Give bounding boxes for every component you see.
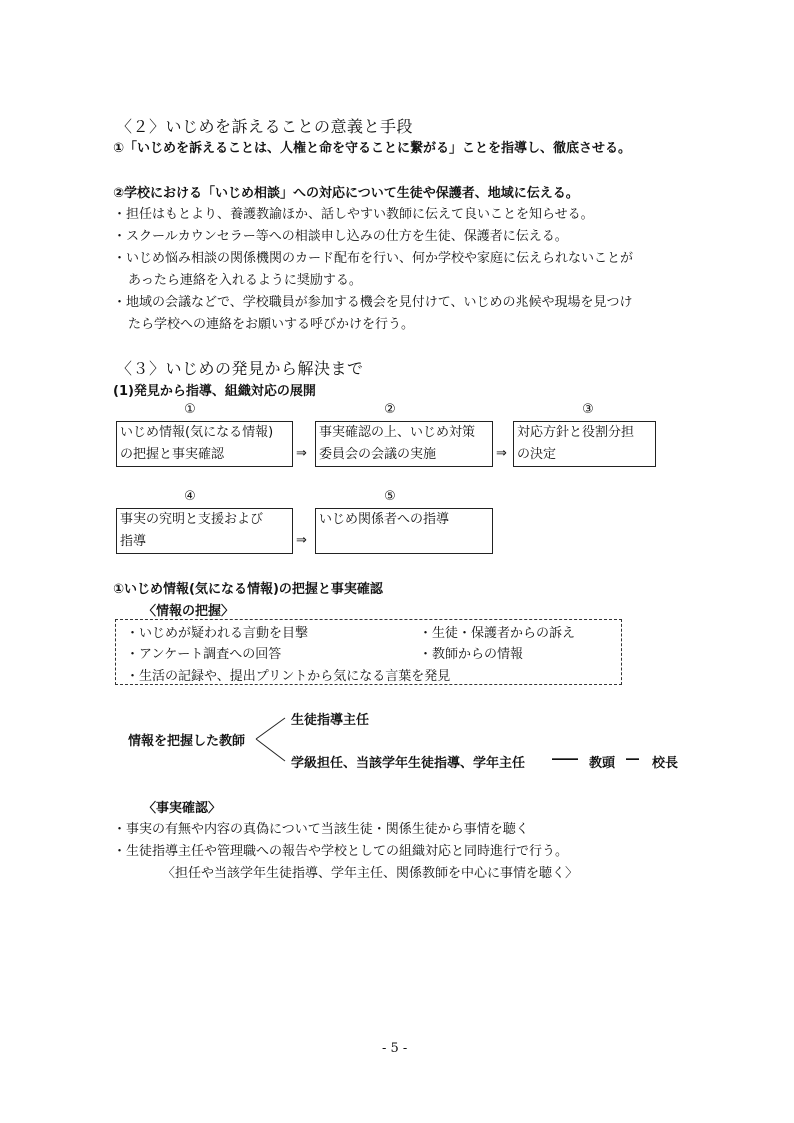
report-source: 情報を把握した教師 <box>128 734 246 749</box>
flow-box-5-line1: いじめ関係者への指導 <box>319 512 450 527</box>
flow-box-3-line1: 対応方針と役割分担 <box>517 425 635 440</box>
flow-box-2-line1: 事実確認の上、いじめ対策 <box>319 425 476 440</box>
section2-item2: ②学校における「いじめ相談」への対応について生徒や保護者、地域に伝える。 <box>113 186 579 201</box>
fact-item-1: ・事実の有無や内容の真偽について当該生徒・関係生徒から事情を聴く <box>113 822 529 837</box>
report-lower: 学級担任、当該学年生徒指導、学年主任 <box>291 756 526 771</box>
bullet-4: ・地域の会議などで、学校職員が参加する機会を見付けて、いじめの兆候や現場を見つけ <box>113 295 633 310</box>
flow-num-4: ④ <box>184 489 196 504</box>
bullet-4-cont: たら学校への連絡をお願いする呼びかけを行う。 <box>128 317 415 332</box>
report-upper: 生徒指導主任 <box>291 713 370 728</box>
flow-box-4 <box>116 508 293 554</box>
flow-num-2: ② <box>384 402 396 417</box>
flow-num-3: ③ <box>582 402 594 417</box>
flow-num-5: ⑤ <box>384 489 396 504</box>
report-dash-1: ―― <box>552 752 578 767</box>
flow-arrow-1: ⇒ <box>296 446 307 461</box>
bullet-3: ・いじめ悩み相談の関係機関のカード配布を行い、何か学校や家庭に伝えられないことが <box>113 251 634 266</box>
flow-box-5 <box>315 508 493 554</box>
flow-arrow-3: ⇒ <box>296 533 307 548</box>
flow-box-2 <box>315 421 493 467</box>
flow-box-3 <box>513 421 656 467</box>
fact-item-2: ・生徒指導主任や管理職への報告や学校としての組織対応と同時進行で行う。 <box>113 844 569 859</box>
flow-box-3-line2: の決定 <box>517 447 557 462</box>
flow-box-1-line2: の把握と事実確認 <box>120 447 225 462</box>
report-branch-lines <box>255 715 287 765</box>
section3-title: 〈３〉いじめの発見から解決まで <box>116 359 364 378</box>
step1-title: ①いじめ情報(気になる情報)の把握と事実確認 <box>113 582 383 597</box>
section2-title: 〈２〉いじめを訴えることの意義と手段 <box>116 117 414 136</box>
info-item-teacher: ・教師からの情報 <box>419 647 524 662</box>
bullet-3-cont: あったら連絡を入れるように奨励する。 <box>128 273 362 288</box>
info-item-complaint: ・生徒・保護者からの訴え <box>419 626 576 641</box>
report-head: 教頭 <box>589 756 616 771</box>
flow-box-4-line2: 指導 <box>120 534 147 549</box>
section2-item1: ①「いじめを訴えることは、人権と命を守ることに繋がる」ことを指導し、徹底させる。 <box>113 141 632 156</box>
report-dash-2: ― <box>626 752 639 767</box>
fact-title: 〈事実確認〉 <box>143 801 222 816</box>
flow-box-1-line1: いじめ情報(気になる情報) <box>120 425 274 440</box>
flow-box-2-line2: 委員会の会議の実施 <box>319 447 437 462</box>
flow-box-4-line1: 事実の究明と支援および <box>120 512 264 527</box>
bullet-1: ・担任はもとより、養護教諭ほか、話しやすい教師に伝えて良いことを知らせる。 <box>113 207 594 222</box>
info-item-witness: ・いじめが疑われる言動を目撃 <box>126 626 309 641</box>
section3-sub1: (1)発見から指導、組織対応の展開 <box>113 384 316 399</box>
fact-note: 〈担任や当該学年生徒指導、学年主任、関係教師を中心に事情を聴く〉 <box>162 866 579 881</box>
info-item-survey: ・アンケート調査への回答 <box>126 647 282 662</box>
report-principal: 校長 <box>652 756 679 771</box>
page-number: - 5 - <box>382 1041 408 1056</box>
info-grasp-title: 〈情報の把握〉 <box>143 604 235 619</box>
flow-num-1: ① <box>184 402 196 417</box>
bullet-2: ・スクールカウンセラー等への相談申し込みの仕方を生徒、保護者に伝える。 <box>113 229 568 244</box>
flow-box-1 <box>116 421 293 467</box>
info-item-records: ・生活の記録や、提出プリントから気になる言葉を発見 <box>126 669 451 684</box>
flow-arrow-2: ⇒ <box>496 446 507 461</box>
